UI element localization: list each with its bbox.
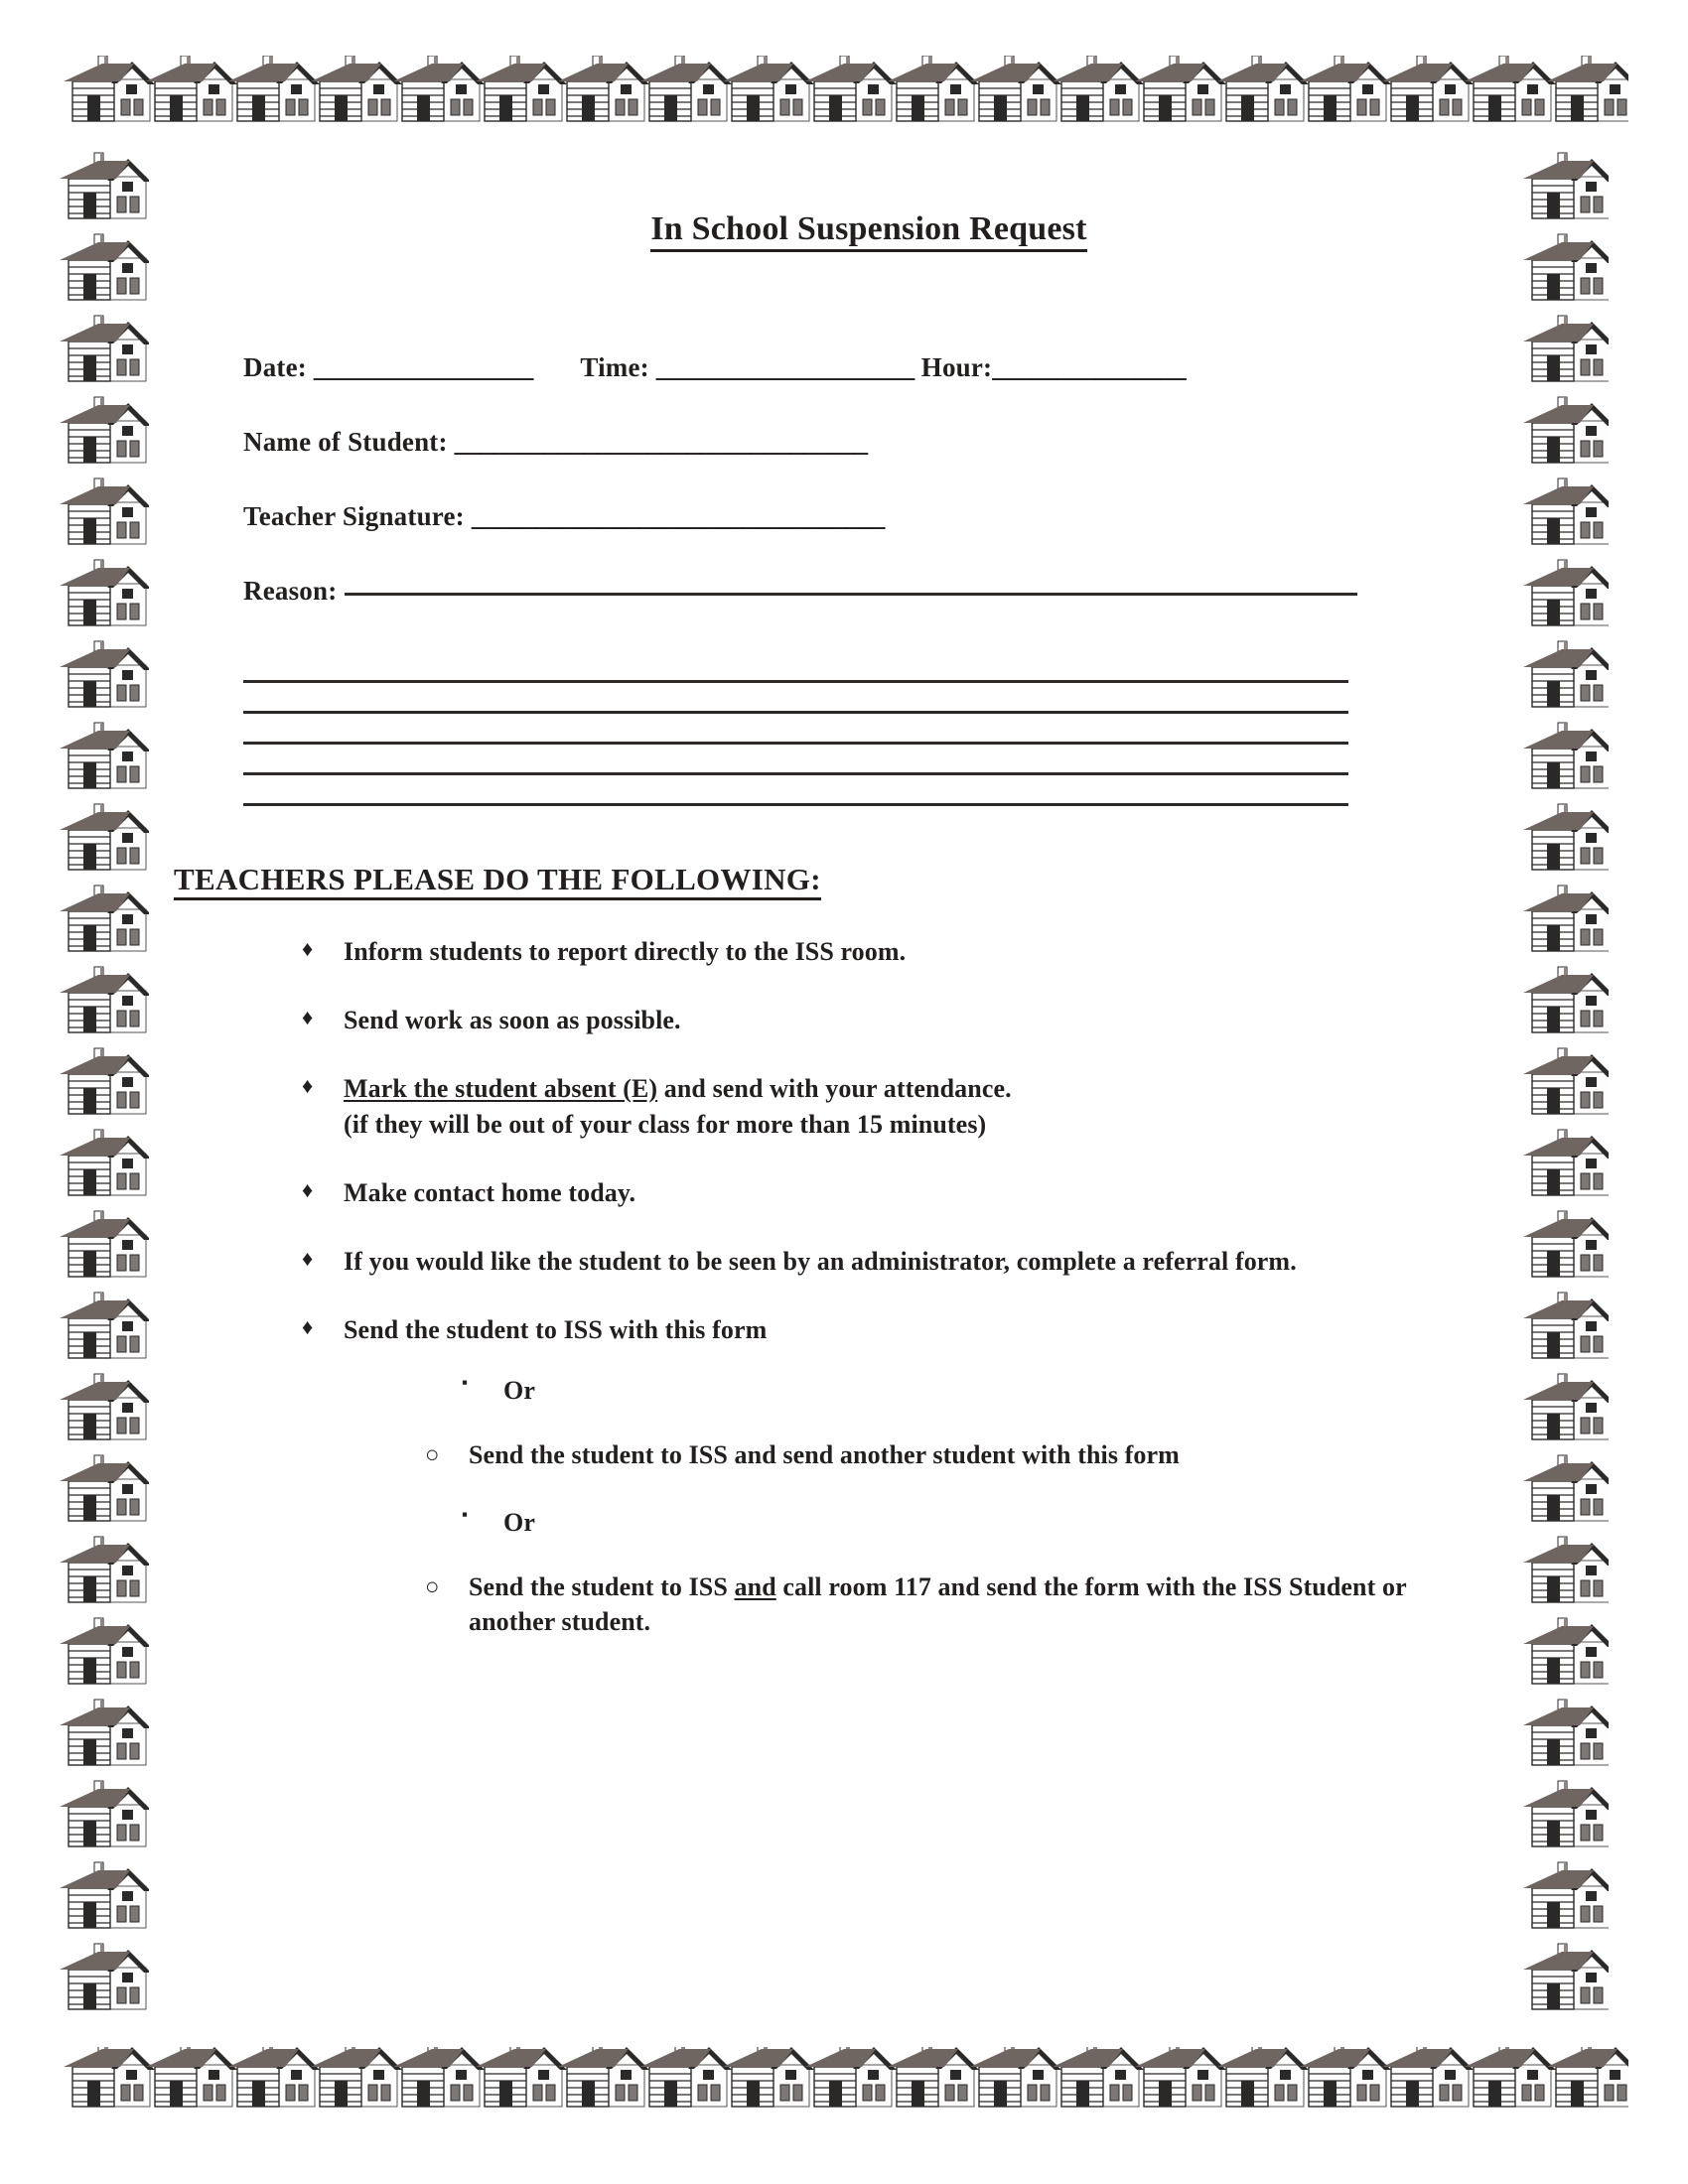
house-border-slot [1517, 149, 1609, 230]
house-icon [1519, 1044, 1609, 1122]
instruction-item [298, 1313, 1494, 1640]
house-border-slot [1517, 475, 1609, 556]
instruction-item [298, 1004, 1494, 1038]
house-border-slot [1517, 1940, 1609, 2021]
date-input-blank[interactable]: _________________ [313, 352, 533, 382]
house-border-slot [1517, 1289, 1609, 1370]
house-icon [58, 1614, 149, 1692]
house-border-slot [1517, 312, 1609, 393]
reason-row [243, 576, 1494, 607]
house-icon [58, 1858, 149, 1936]
square-bullet-icon: ▪ [462, 1505, 469, 1525]
instruction-sublist-level-2 [344, 1570, 1494, 1640]
house-icon [719, 56, 814, 129]
house-icon [1519, 1370, 1609, 1447]
student-name-input-blank[interactable]: ________________________________ [454, 427, 868, 457]
house-border-slot [636, 56, 719, 133]
house-icon [801, 2047, 897, 2115]
instruction-subitem [423, 1570, 1494, 1640]
reason-blank-line[interactable] [243, 714, 1348, 745]
house-icon [307, 56, 402, 129]
house-border-slot [58, 1614, 149, 1696]
house-icon [1519, 1858, 1609, 1936]
house-icon [142, 2047, 237, 2115]
house-icon [1519, 1940, 1609, 2017]
date-label: Date: [243, 352, 307, 382]
house-border-slot [58, 1370, 149, 1451]
house-icon [1519, 149, 1609, 226]
house-border-slot [966, 2047, 1049, 2124]
house-border-slot [58, 800, 149, 882]
instruction-text: If you would like the student to be seen by an administrator, complete a referral form. [344, 1247, 1297, 1277]
house-icon [58, 1207, 149, 1285]
house-icon [1213, 2047, 1309, 2115]
diamond-bullet-icon: ♦ [302, 1177, 314, 1203]
house-border-slot [884, 2047, 966, 2124]
instruction-text: Send work as soon as possible. [344, 1005, 681, 1034]
house-border-slot [1461, 56, 1543, 133]
instruction-text: Send the student to ISS with this form [344, 1314, 768, 1344]
hour-label: Hour: [920, 352, 993, 382]
house-icon [1296, 2047, 1391, 2115]
house-icon [58, 800, 149, 878]
right-house-border [1517, 149, 1609, 2065]
house-border-slot [58, 1126, 149, 1207]
house-icon [1543, 56, 1628, 129]
instruction-subitem [458, 1506, 1494, 1541]
house-icon [472, 56, 567, 129]
house-border-slot [1517, 393, 1609, 475]
house-border-slot [58, 149, 149, 230]
instruction-subitem [458, 1374, 1494, 1409]
instruction-item [298, 1072, 1494, 1144]
house-border-slot [58, 312, 149, 393]
house-border-slot [1517, 1777, 1609, 1858]
diamond-bullet-icon: ♦ [302, 1072, 314, 1098]
house-border-slot [58, 1533, 149, 1614]
house-border-slot [307, 56, 389, 133]
house-icon [966, 2047, 1061, 2115]
house-icon [58, 1370, 149, 1447]
house-border-slot [307, 2047, 389, 2124]
page-title-text: In School Suspension Request [650, 210, 1086, 252]
house-border-slot [58, 1858, 149, 1940]
house-icon [1519, 1696, 1609, 1773]
house-border-slot [58, 719, 149, 800]
house-icon [224, 56, 320, 129]
teacher-signature-row [243, 501, 1494, 532]
house-icon [1049, 2047, 1144, 2115]
house-icon [58, 637, 149, 715]
house-border-slot [636, 2047, 719, 2124]
house-icon [1519, 637, 1609, 715]
document-content [174, 149, 1494, 1674]
house-icon [1519, 719, 1609, 796]
house-border-slot [1517, 1614, 1609, 1696]
house-icon [307, 2047, 402, 2115]
house-border-slot [1517, 637, 1609, 719]
house-icon [1519, 556, 1609, 633]
house-icon [389, 2047, 485, 2115]
house-border-slot [1296, 2047, 1378, 2124]
instruction-note: (if they will be out of your class for more than 15 minutes) [344, 1110, 987, 1140]
house-border-slot [58, 882, 149, 963]
reason-blank-line[interactable] [243, 775, 1348, 806]
instruction-item [298, 935, 1494, 970]
house-icon [1131, 56, 1226, 129]
house-icon [884, 2047, 979, 2115]
house-icon [1519, 475, 1609, 552]
house-icon [58, 556, 149, 633]
house-icon [58, 230, 149, 308]
house-icon [636, 2047, 732, 2115]
house-border-slot [1131, 2047, 1213, 2124]
diamond-bullet-icon: ♦ [302, 1246, 314, 1272]
instruction-sublist-level-3 [344, 1506, 1494, 1541]
house-border-slot [58, 1289, 149, 1370]
reason-blank-line[interactable] [243, 652, 1348, 683]
house-icon [1519, 1533, 1609, 1610]
house-border-slot [1517, 719, 1609, 800]
house-border-slot [1517, 1044, 1609, 1126]
house-icon [884, 56, 979, 129]
house-border-slot [1213, 56, 1296, 133]
house-icon [60, 56, 155, 129]
house-border-slot [1378, 2047, 1461, 2124]
house-border-slot [1517, 1533, 1609, 1614]
house-border-slot [554, 2047, 636, 2124]
circle-bullet-icon: ○ [425, 1574, 440, 1601]
instruction-sublist-level-2 [344, 1438, 1494, 1473]
house-border-slot [1517, 800, 1609, 882]
house-border-slot [142, 56, 224, 133]
instruction-item [298, 1176, 1494, 1211]
section-heading [174, 862, 1494, 897]
house-icon [58, 1940, 149, 2017]
house-border-slot [966, 56, 1049, 133]
circle-bullet-icon: ○ [425, 1441, 440, 1468]
house-icon [1461, 56, 1556, 129]
house-icon [719, 2047, 814, 2115]
house-icon [58, 1777, 149, 1854]
house-border-slot [1049, 56, 1131, 133]
instruction-sublist-level-3 [344, 1374, 1494, 1409]
house-border-slot [1543, 56, 1625, 133]
house-border-slot [1517, 1451, 1609, 1533]
house-icon [58, 393, 149, 471]
left-house-border [58, 149, 149, 2065]
house-icon [224, 2047, 320, 2115]
house-border-slot [1517, 882, 1609, 963]
house-icon [58, 882, 149, 959]
house-border-slot [801, 56, 884, 133]
instruction-subitem-text: Send the student to ISS and call room 117 and send the form with the ISS Student or another student. [469, 1572, 1407, 1637]
form-fields [174, 352, 1494, 607]
house-border-slot [1517, 963, 1609, 1044]
house-border-slot [1213, 2047, 1296, 2124]
house-icon [554, 56, 649, 129]
house-border-slot [1049, 2047, 1131, 2124]
page-title [174, 210, 1494, 248]
house-border-slot [58, 637, 149, 719]
instruction-text: Mark the student absent (E) and send with your attendance. [344, 1073, 1012, 1103]
house-border-slot [58, 475, 149, 556]
house-border-slot [1517, 1207, 1609, 1289]
house-icon [801, 56, 897, 129]
house-icon [142, 56, 237, 129]
bottom-house-border [60, 2047, 1628, 2124]
house-icon [1519, 1451, 1609, 1529]
house-icon [58, 1451, 149, 1529]
reason-label: Reason: [243, 576, 338, 606]
house-border-slot [554, 56, 636, 133]
hour-input-blank[interactable]: _______________ [992, 352, 1187, 382]
house-border-slot [58, 556, 149, 637]
house-icon [389, 56, 485, 129]
house-icon [1519, 1289, 1609, 1366]
house-border-slot [1131, 56, 1213, 133]
house-icon [58, 312, 149, 389]
house-icon [1519, 1614, 1609, 1692]
instruction-text: Inform students to report directly to the ISS room. [344, 937, 907, 966]
instruction-list [174, 935, 1494, 1640]
instruction-subitem-text: Or [503, 1375, 535, 1405]
house-border-slot [58, 1940, 149, 2021]
reason-input-rule[interactable] [345, 593, 1357, 596]
top-house-border [60, 56, 1628, 133]
house-icon [1519, 393, 1609, 471]
house-border-slot [389, 2047, 472, 2124]
house-border-slot [60, 56, 142, 133]
house-border-slot [58, 1777, 149, 1858]
house-border-slot [58, 1696, 149, 1777]
house-border-slot [1378, 56, 1461, 133]
house-icon [58, 963, 149, 1040]
house-icon [472, 2047, 567, 2115]
house-border-slot [224, 56, 307, 133]
time-input-blank[interactable]: ____________________ [655, 352, 914, 382]
teacher-signature-label: Teacher Signature: [243, 501, 465, 531]
instruction-subitem-text: Or [503, 1508, 535, 1538]
house-border-slot [389, 56, 472, 133]
house-icon [1213, 56, 1309, 129]
instruction-item [298, 1245, 1494, 1280]
house-border-slot [1517, 1696, 1609, 1777]
section-heading-text: TEACHERS PLEASE DO THE FOLLOWING: [174, 862, 821, 900]
house-icon [1519, 800, 1609, 878]
house-icon [58, 1044, 149, 1122]
instruction-text: Make contact home today. [344, 1178, 636, 1208]
house-border-slot [1517, 1858, 1609, 1940]
house-icon [58, 1126, 149, 1203]
house-border-slot [472, 2047, 554, 2124]
house-border-slot [719, 2047, 801, 2124]
instruction-subitem [423, 1438, 1494, 1473]
house-border-slot [224, 2047, 307, 2124]
house-icon [58, 1533, 149, 1610]
house-border-slot [58, 1451, 149, 1533]
house-border-slot [58, 1207, 149, 1289]
house-icon [1519, 1207, 1609, 1285]
date-time-hour-row [243, 352, 1494, 383]
house-border-slot [58, 230, 149, 312]
house-border-slot [1517, 230, 1609, 312]
house-icon [58, 149, 149, 226]
house-icon [1378, 56, 1474, 129]
house-icon [58, 1289, 149, 1366]
house-icon [1296, 56, 1391, 129]
house-border-slot [884, 56, 966, 133]
house-icon [1049, 56, 1144, 129]
emphasized-text: Mark the student absent (E) [344, 1073, 658, 1103]
house-icon [1378, 2047, 1474, 2115]
house-icon [58, 1696, 149, 1773]
student-name-row [243, 427, 1494, 458]
house-border-slot [1296, 56, 1378, 133]
diamond-bullet-icon: ♦ [302, 1004, 314, 1029]
house-icon [1519, 312, 1609, 389]
house-border-slot [142, 2047, 224, 2124]
emphasized-text: and [734, 1572, 776, 1602]
house-icon [966, 56, 1061, 129]
house-border-slot [801, 2047, 884, 2124]
diamond-bullet-icon: ♦ [302, 1313, 314, 1339]
house-icon [1519, 230, 1609, 308]
house-icon [1519, 1126, 1609, 1203]
square-bullet-icon: ▪ [462, 1372, 469, 1392]
house-border-slot [472, 56, 554, 133]
house-border-slot [58, 1044, 149, 1126]
house-icon [58, 475, 149, 552]
house-icon [1519, 1777, 1609, 1854]
house-icon [58, 719, 149, 796]
reason-blank-line[interactable] [243, 745, 1348, 775]
house-icon [554, 2047, 649, 2115]
house-icon [1519, 963, 1609, 1040]
diamond-bullet-icon: ♦ [302, 936, 314, 961]
house-border-slot [1517, 1370, 1609, 1451]
house-border-slot [58, 393, 149, 475]
instruction-subitem-text: Send the student to ISS and send another student with this form [469, 1439, 1180, 1469]
house-icon [1519, 882, 1609, 959]
reason-blank-lines[interactable] [174, 652, 1494, 806]
student-name-label: Name of Student: [243, 427, 448, 457]
house-border-slot [1517, 1126, 1609, 1207]
house-border-slot [58, 963, 149, 1044]
house-border-slot [1517, 556, 1609, 637]
time-label: Time: [580, 352, 649, 382]
reason-blank-line[interactable] [243, 683, 1348, 714]
house-border-slot [719, 56, 801, 133]
teacher-signature-input-blank[interactable]: ________________________________ [471, 501, 885, 531]
house-icon [1131, 2047, 1226, 2115]
house-icon [636, 56, 732, 129]
